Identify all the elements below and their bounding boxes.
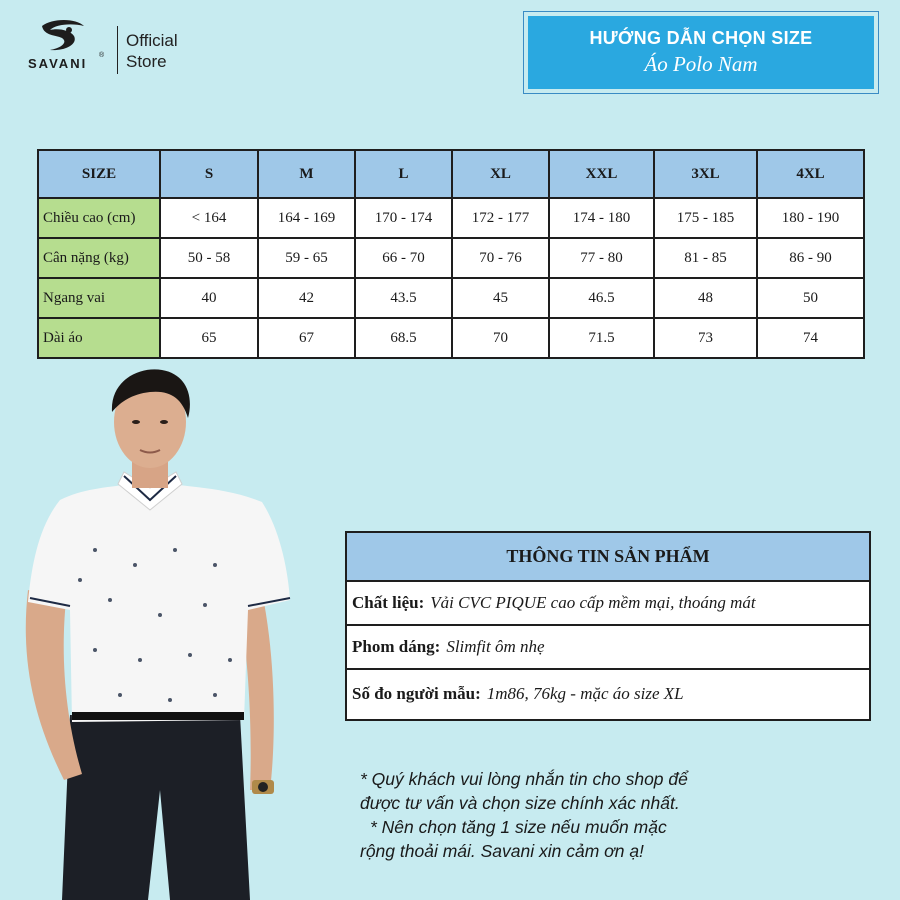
registered-mark: ® <box>99 52 105 59</box>
column-header: SIZE <box>38 150 160 198</box>
table-cell: 46.5 <box>549 278 654 318</box>
table-cell: 42 <box>258 278 355 318</box>
product-info-title: THÔNG TIN SẢN PHẨM <box>347 533 869 582</box>
table-cell: 68.5 <box>355 318 452 358</box>
table-cell: 175 - 185 <box>654 198 757 238</box>
table-cell: 71.5 <box>549 318 654 358</box>
table-cell: 66 - 70 <box>355 238 452 278</box>
table-cell: 40 <box>160 278 258 318</box>
column-header: M <box>258 150 355 198</box>
model-photo <box>0 360 340 900</box>
header-subtitle: Áo Polo Nam <box>644 52 758 76</box>
note-line: rộng thoải mái. Savani xin cảm ơn ạ! <box>360 841 644 861</box>
table-cell: 43.5 <box>355 278 452 318</box>
note-line: được tư vấn và chọn size chính xác nhất. <box>360 793 680 813</box>
official-line: Official <box>126 31 178 50</box>
table-cell: 70 <box>452 318 549 358</box>
table-row <box>38 238 864 278</box>
savani-logo-icon <box>36 20 90 52</box>
table-cell: 77 - 80 <box>549 238 654 278</box>
column-header: S <box>160 150 258 198</box>
table-cell: 74 <box>757 318 864 358</box>
table-cell: 172 - 177 <box>452 198 549 238</box>
logo-wordmark: SAVANI <box>28 56 88 71</box>
table-cell: 164 - 169 <box>258 198 355 238</box>
row-header: Cân nặng (kg) <box>38 238 160 278</box>
table-cell: 65 <box>160 318 258 358</box>
table-row <box>38 278 864 318</box>
table-cell: 48 <box>654 278 757 318</box>
info-row-material <box>347 582 869 626</box>
size-notes <box>360 767 820 863</box>
row-header: Ngang vai <box>38 278 160 318</box>
column-header: XXL <box>549 150 654 198</box>
table-row <box>38 318 864 358</box>
table-cell: 59 - 65 <box>258 238 355 278</box>
store-line: Store <box>126 52 167 71</box>
column-header: 3XL <box>654 150 757 198</box>
size-table <box>37 149 865 359</box>
table-cell: 170 - 174 <box>355 198 452 238</box>
table-cell: 50 <box>757 278 864 318</box>
row-header: Dài áo <box>38 318 160 358</box>
info-value: Slimfit ôm nhẹ <box>446 637 545 656</box>
info-value: 1m86, 76kg - mặc áo size XL <box>486 683 684 703</box>
table-cell: 70 - 76 <box>452 238 549 278</box>
table-cell: 174 - 180 <box>549 198 654 238</box>
note-line: * Nên chọn tăng 1 size nếu muốn mặc <box>370 817 667 837</box>
info-label: Chất liệu: <box>352 593 425 612</box>
header-banner <box>528 16 874 89</box>
note-line: * Quý khách vui lòng nhắn tin cho shop để <box>360 769 688 789</box>
brand-logo <box>22 20 212 80</box>
table-cell: 86 - 90 <box>757 238 864 278</box>
info-row-model-measurements <box>347 670 869 717</box>
table-cell: 45 <box>452 278 549 318</box>
size-table-header-row <box>38 150 864 198</box>
size-guide-header <box>523 11 879 94</box>
info-label: Phom dáng: <box>352 637 441 656</box>
table-cell: 67 <box>258 318 355 358</box>
column-header: XL <box>452 150 549 198</box>
logo-divider <box>117 26 118 74</box>
info-label: Số đo người mẫu: <box>352 683 481 703</box>
official-store-label <box>126 30 178 72</box>
table-row <box>38 198 864 238</box>
product-info-box <box>345 531 871 721</box>
table-cell: 50 - 58 <box>160 238 258 278</box>
table-cell: < 164 <box>160 198 258 238</box>
header-title: HƯỚNG DẪN CHỌN SIZE <box>589 28 813 48</box>
column-header: L <box>355 150 452 198</box>
table-cell: 81 - 85 <box>654 238 757 278</box>
table-cell: 73 <box>654 318 757 358</box>
info-value: Vải CVC PIQUE cao cấp mềm mại, thoáng mát <box>430 593 756 612</box>
table-cell: 180 - 190 <box>757 198 864 238</box>
row-header: Chiều cao (cm) <box>38 198 160 238</box>
column-header: 4XL <box>757 150 864 198</box>
info-row-fit <box>347 626 869 670</box>
